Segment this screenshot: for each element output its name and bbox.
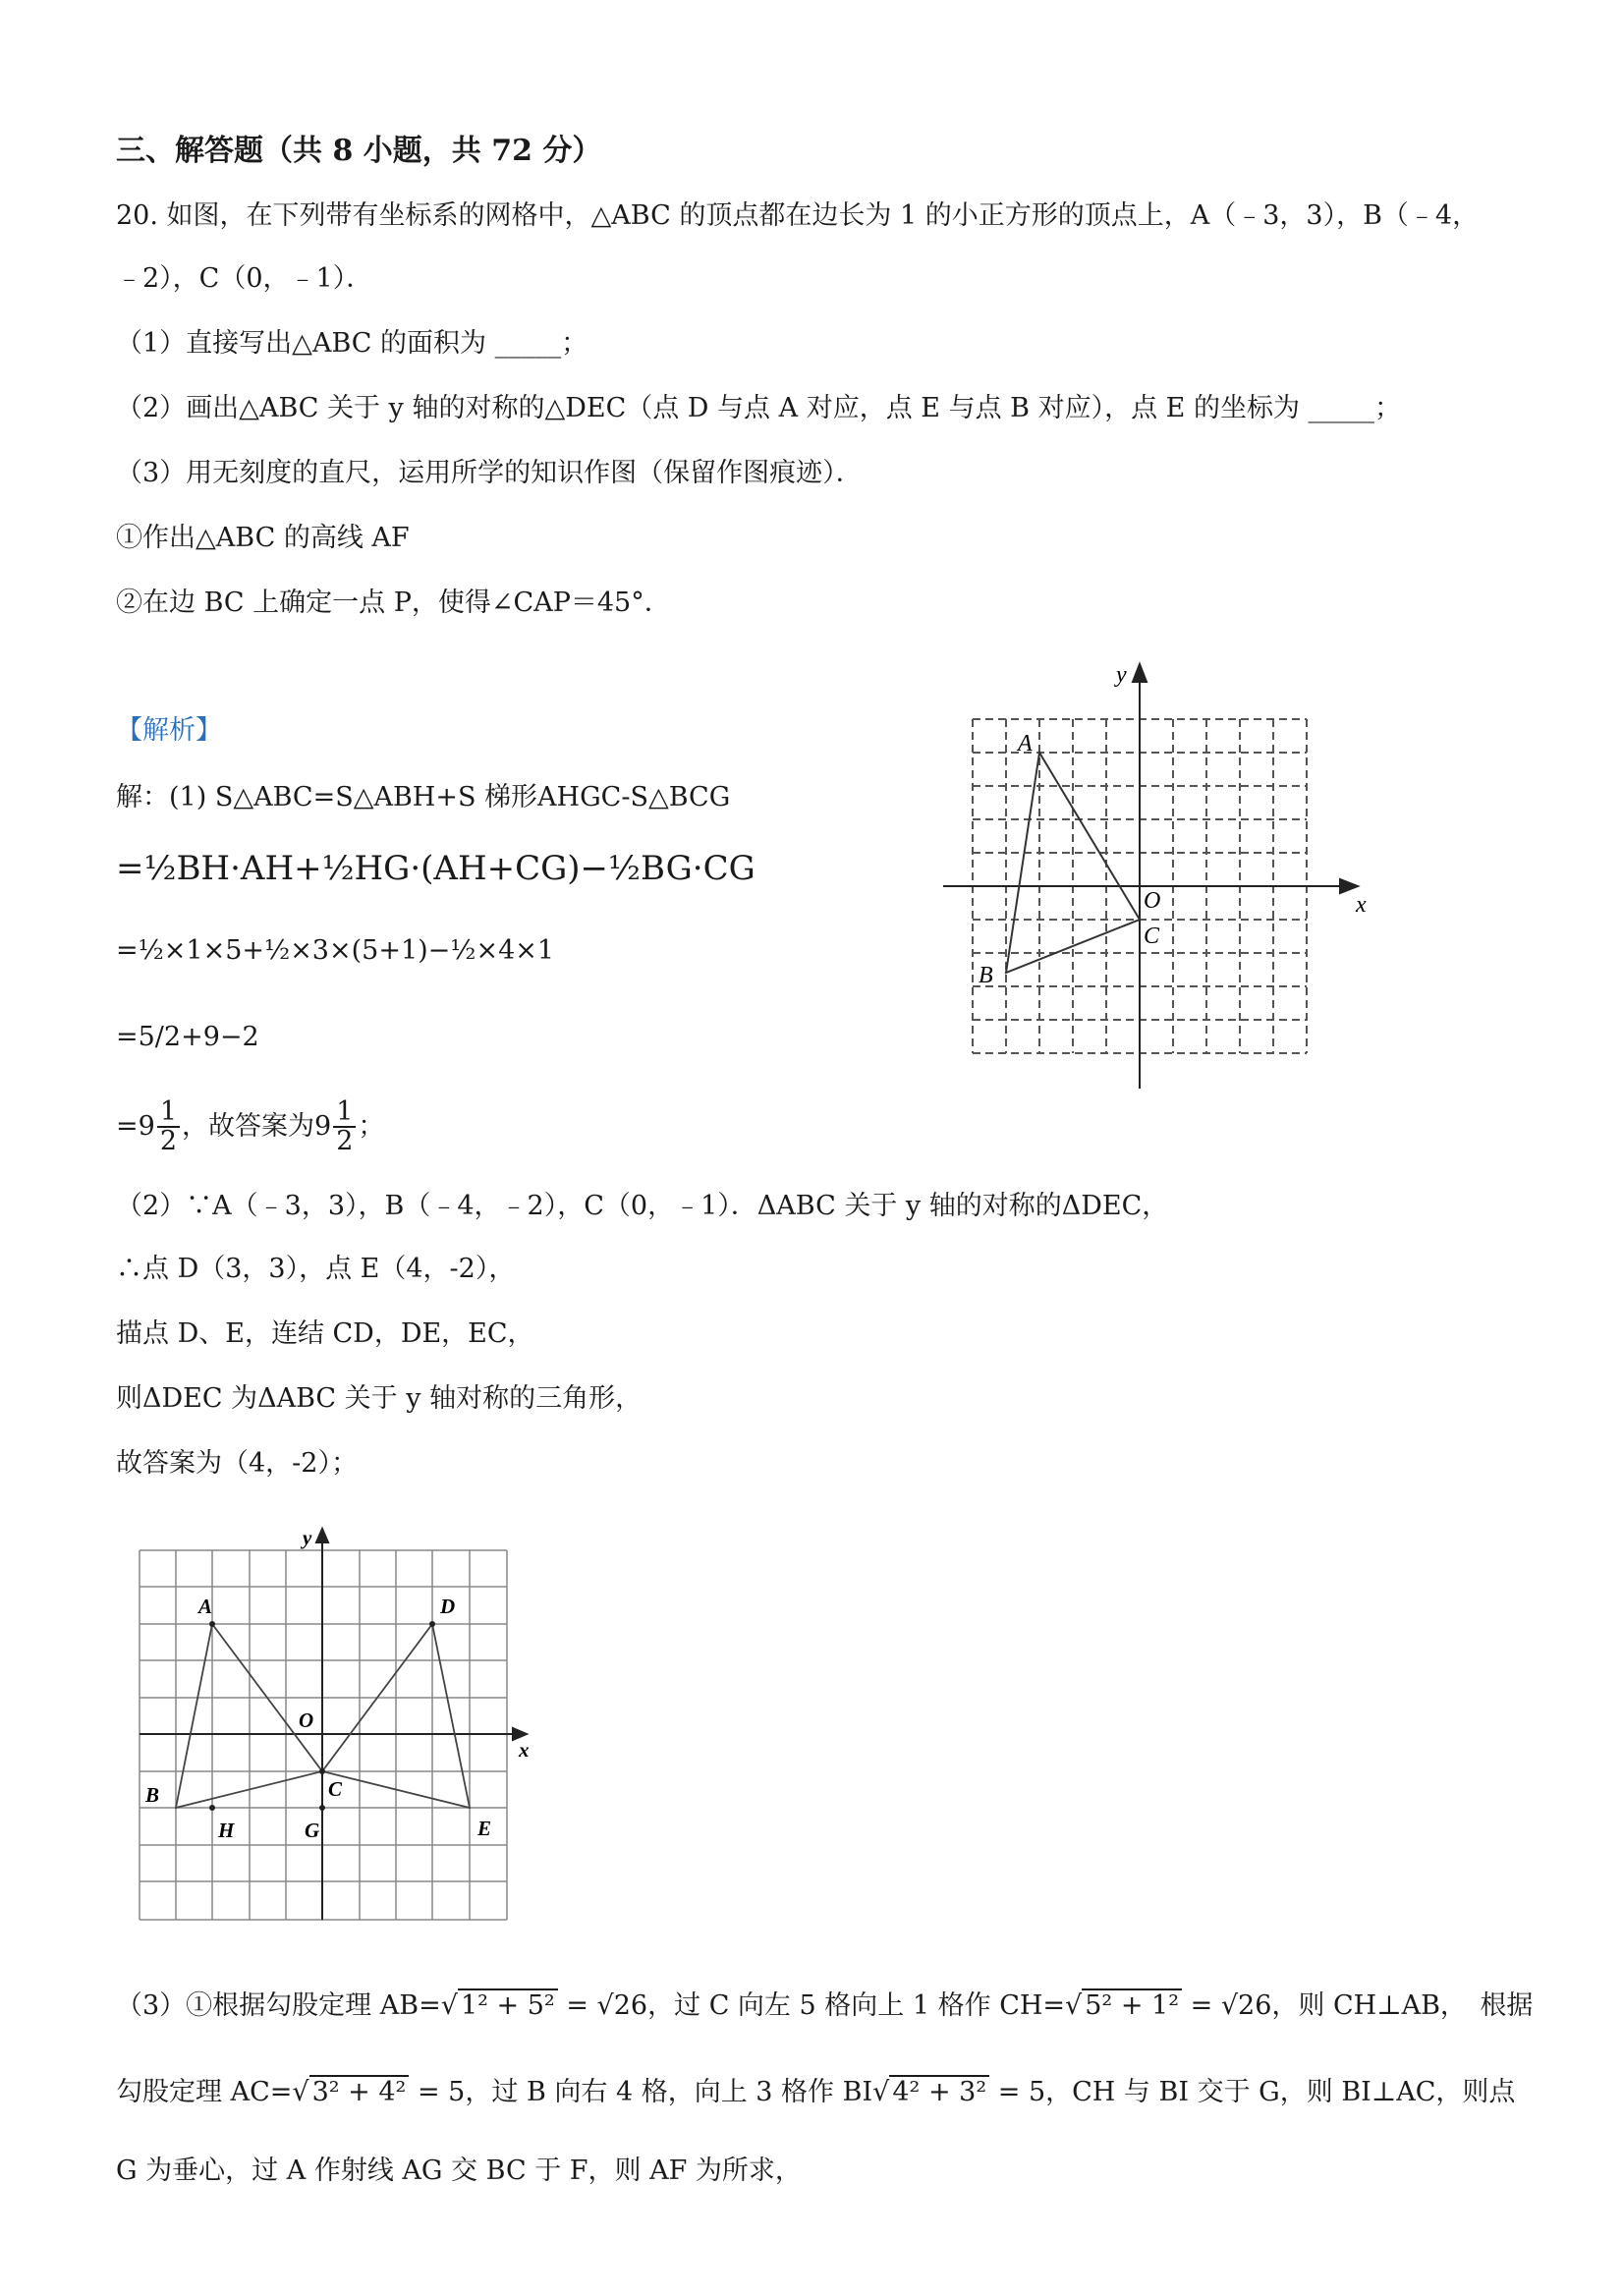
figure2-coordinate-grid: [128, 1521, 560, 1933]
step3-line1-text-c: ，则 CH⊥AB， 根据: [1271, 1990, 1534, 2021]
equals-sqrt-26: = √26: [557, 1990, 648, 2021]
solution-step2-line1: （2）∵A（﹣3，3），B（﹣4，﹣2），C（0，﹣1）．ΔABC 关于 y 轴的对称的ΔDEC，: [116, 1191, 1169, 1221]
figure2-label-e: E: [477, 1817, 492, 1840]
figure2-label-b: B: [145, 1783, 160, 1807]
sqrt-1-squared-plus-5-squared: 1² + 5²: [458, 1988, 558, 2021]
step1-line5-end: ；: [358, 1110, 385, 1142]
solution-step1-line4: =5/2+9−2: [116, 1022, 259, 1052]
sqrt-4-squared-plus-3-squared: 4² + 3²: [889, 2075, 989, 2107]
figure1-label-o: O: [1144, 888, 1161, 914]
figure1-label-a: A: [1018, 731, 1033, 756]
figure2-point-c: [319, 1768, 325, 1774]
figure1-y-arrow: [1133, 664, 1147, 682]
fraction-numerator: 1: [333, 1098, 356, 1128]
step1-line5-prefix: =9: [116, 1110, 155, 1142]
figure1-coordinate-grid: [933, 656, 1375, 1098]
solution-step3-line1: （3）①根据勾股定理 AB=√ 1² + 5² = √26，过 C 向左 5 格向上 1 格作 CH=√ 5² + 1² = √26，则 CH⊥AB， 根据: [116, 1990, 1534, 2021]
fraction-numerator: 1: [157, 1098, 180, 1128]
solution-step2-line3: 描点 D、E，连结 CD，DE，EC，: [116, 1318, 534, 1349]
step3-line1-text-a: （3）①根据勾股定理 AB=: [116, 1990, 441, 2021]
q20-part2: （2）画出△ABC 关于 y 轴的对称的△DEC（点 D 与点 A 对应，点 E 与点 B 对应），点 E 的坐标为 _____；: [116, 393, 1402, 423]
figure1-x-arrow: [1340, 879, 1358, 893]
figure2-label-o: O: [299, 1708, 314, 1732]
step3-line2-text-b: ，过 B 向右 4 格，向上 3 格作 BI: [465, 2077, 873, 2107]
solution-header: 【解析】: [116, 715, 222, 746]
sqrt-5-squared-plus-1-squared: 5² + 1²: [1082, 1988, 1182, 2021]
solution-step1-line3: =½×1×5+½×3×(5+1)−½×4×1: [116, 935, 555, 966]
solution-step1-line1: 解：(1) S△ABC=S△ABH+S 梯形AHGC-S△BCG: [116, 782, 731, 812]
section-title: 三、解答题（共 8 小题，共 72 分）: [116, 134, 602, 168]
figure1-label-x: x: [1356, 892, 1367, 918]
figure2-label-x: x: [519, 1738, 530, 1762]
q20-part3-a: ①作出△ABC 的高线 AF: [116, 523, 410, 553]
figure2-y-arrow: [316, 1529, 328, 1542]
figure2-label-h: H: [218, 1819, 235, 1842]
equals-sqrt-26-2: = √26: [1182, 1990, 1272, 2021]
step1-line5-mid: ，故答案为9: [182, 1110, 332, 1142]
figure2-label-c: C: [328, 1777, 343, 1801]
fraction-one-half: [157, 1098, 180, 1156]
step3-line2-text-a: 勾股定理 AC=: [116, 2077, 293, 2107]
solution-step1-line5: [116, 1098, 384, 1156]
figure1-label-c: C: [1144, 924, 1160, 949]
q20-part3-b: ②在边 BC 上确定一点 P，使得∠CAP＝45°．: [116, 588, 671, 618]
fraction-denominator: 2: [336, 1126, 354, 1157]
fraction-denominator: 2: [159, 1126, 177, 1157]
fraction-one-half-2: [333, 1098, 356, 1156]
sqrt-3-squared-plus-4-squared: 3² + 4²: [309, 2075, 410, 2107]
solution-step2-line2: ∴点 D（3，3），点 E（4，-2），: [116, 1254, 516, 1284]
solution-step3-line3: G 为垂心，过 A 作射线 AG 交 BC 于 F，则 AF 为所求，: [116, 2156, 802, 2186]
figure2-label-g: G: [305, 1819, 320, 1842]
figure2-point-d: [429, 1621, 435, 1627]
solution-step2-line5: 故答案为（4，-2）；: [116, 1448, 358, 1479]
equals-5-2: = 5: [989, 2077, 1046, 2107]
q20-part3: （3）用无刻度的直尺，运用所学的知识作图（保留作图痕迹）．: [116, 458, 863, 488]
step3-line1-text-b: ，过 C 向左 5 格向上 1 格作 CH=: [647, 1990, 1066, 2021]
step3-line2-text-c: ，CH 与 BI 交于 G，则 BI⊥AC，则点: [1045, 2077, 1516, 2107]
solution-step1-line2: =½BH·AH+½HG·(AH+CG)−½BG·CG: [116, 849, 756, 888]
figure2-label-a: A: [198, 1595, 213, 1618]
q20-part1: （1）直接写出△ABC 的面积为 _____；: [116, 328, 588, 359]
figure1-label-b: B: [979, 963, 993, 988]
figure2-label-y: y: [303, 1526, 312, 1549]
solution-step3-line2: 勾股定理 AC=√ 3² + 4² = 5，过 B 向右 4 格，向上 3 格作 BI√ 4² + 3² = 5，CH 与 BI 交于 G，则 BI⊥AC，则点: [116, 2077, 1516, 2107]
figure2-point-a: [209, 1621, 215, 1627]
figure1-label-y: y: [1116, 662, 1127, 688]
q20-intro-line1: 20. 如图，在下列带有坐标系的网格中，△ABC 的顶点都在边长为 1 的小正方形的顶点上，A（﹣3，3），B（﹣4，: [116, 200, 1480, 231]
solution-step2-line4: 则ΔDEC 为ΔABC 关于 y 轴对称的三角形，: [116, 1383, 643, 1414]
figure2-point-g: [319, 1805, 325, 1811]
equals-5: = 5: [409, 2077, 466, 2107]
figure2-point-h: [209, 1805, 215, 1811]
q20-intro-line2: ﹣2），C（0，﹣1）．: [116, 263, 373, 294]
figure2-label-d: D: [440, 1595, 456, 1618]
